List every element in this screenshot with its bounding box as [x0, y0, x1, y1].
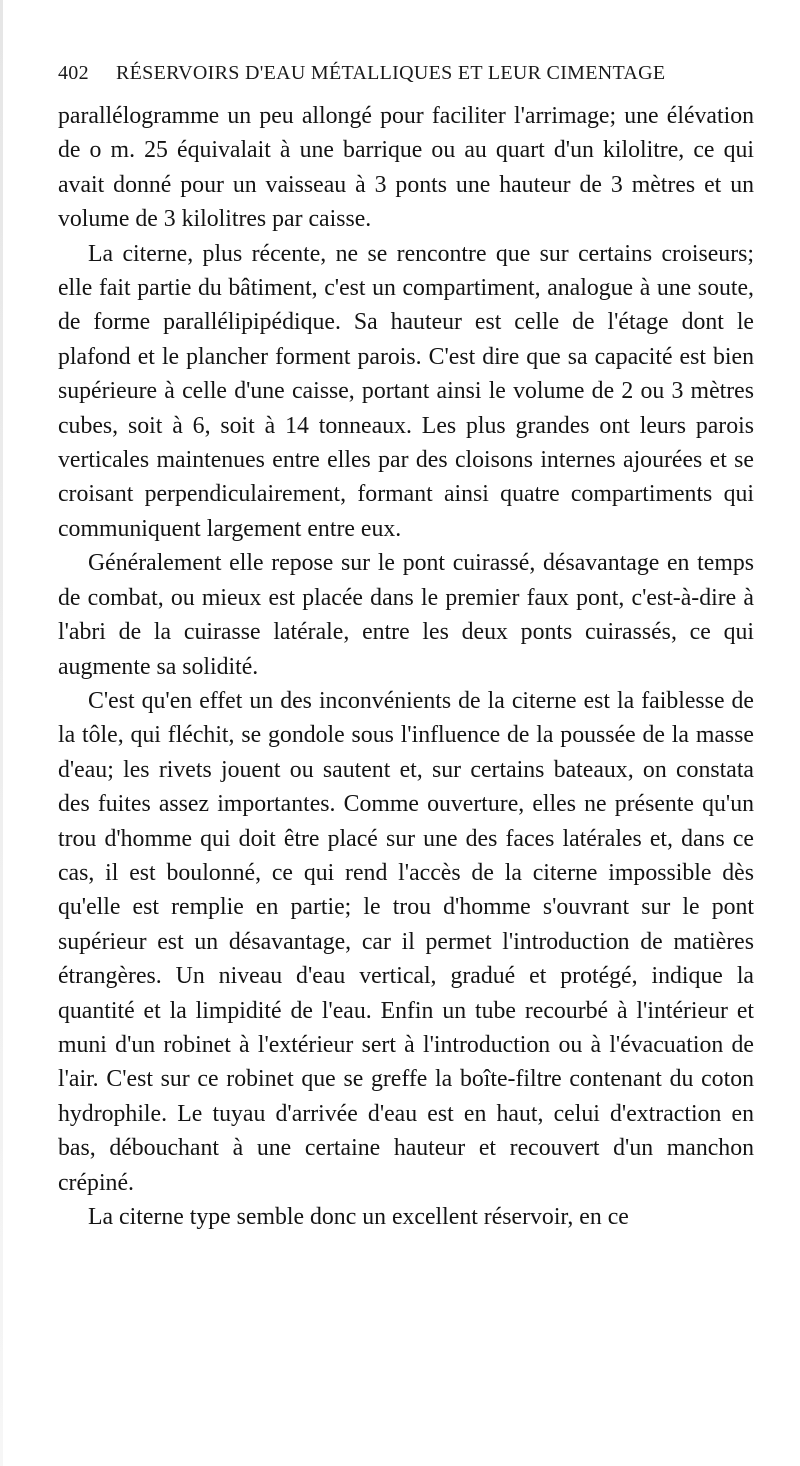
- paragraph-continued: parallélogramme un peu allongé pour faciliter l'arrimage; une élévation de o m. 25 équivalait à une barrique ou au quart d'un kilolitre, ce qui avait donné pour un vaisseau à 3 ponts une hauteur de 3 mètres et un volume de 3 kilolitres par caisse.: [58, 103, 754, 233]
- paragraph-inconvenients: C'est qu'en effet un des inconvénients de la citerne est la faiblesse de la tôle, qui fléchit, se gondole sous l'influence de la poussée de la masse d'eau; les rivets jouent ou sautent et, sur certains bateaux, on constata des fuites assez importantes. Comme ouverture, elles ne présente qu'un trou d'homme qui doit être placé sur une des faces latérales et, dans ce cas, il est boulonné, ce qui rend l'accès de la citerne impossible dès qu'elle est remplie en partie; le trou d'homme s'ouvrant sur le pont supérieur est un désavantage, car il permet l'introduction de matières étrangères. Un niveau d'eau vertical, gradué et protégé, indique la quantité et la limpidité de l'eau. Enfin un tube recourbé à l'intérieur et muni d'un robinet à l'extérieur sert à l'introduction ou à l'évacuation de l'air. C'est sur ce robinet que se greffe la boîte-filtre contenant du coton hydrophile. Le tuyau d'arrivée d'eau est en haut, celui d'extraction en bas, débouchant à une certaine hauteur et recouvert d'un manchon crépiné.: [58, 687, 754, 1196]
- running-title: RÉSERVOIRS D'EAU MÉTALLIQUES ET LEUR CIMENTAGE: [116, 62, 666, 84]
- paragraph-citerne: La citerne, plus récente, ne se rencontre que sur certains croiseurs; elle fait partie du bâtiment, c'est un compartiment, analogue à une soute, de forme parallélipipédique. Sa hauteur est celle de l'étage dont le plafond et le plancher forment parois. C'est dire que sa capacité est bien supérieure à celle d'une caisse, portant ainsi le volume de 2 ou 3 mètres cubes, soit à 6, soit à 14 tonneaux. Les plus grandes ont leurs parois verticales maintenues entre elles par des cloisons internes ajourées et se croisant perpendiculairement, formant ainsi quatre compartiments qui communiquent largement entre eux.: [58, 240, 754, 542]
- paragraph-placement: Généralement elle repose sur le pont cuirassé, désavantage en temps de combat, ou mieux est placée dans le premier faux pont, c'est-à-dire à l'abri de la cuirasse latérale, entre les deux ponts cuirassés, ce qui augmente sa solidité.: [58, 550, 754, 680]
- paragraph-conclusion: La citerne type semble donc un excellent réservoir, en ce: [88, 1204, 629, 1230]
- body-text: [58, 99, 754, 1234]
- page-edge-shadow: [0, 0, 3, 1466]
- running-header: [58, 62, 754, 92]
- page-number: 402: [58, 62, 89, 84]
